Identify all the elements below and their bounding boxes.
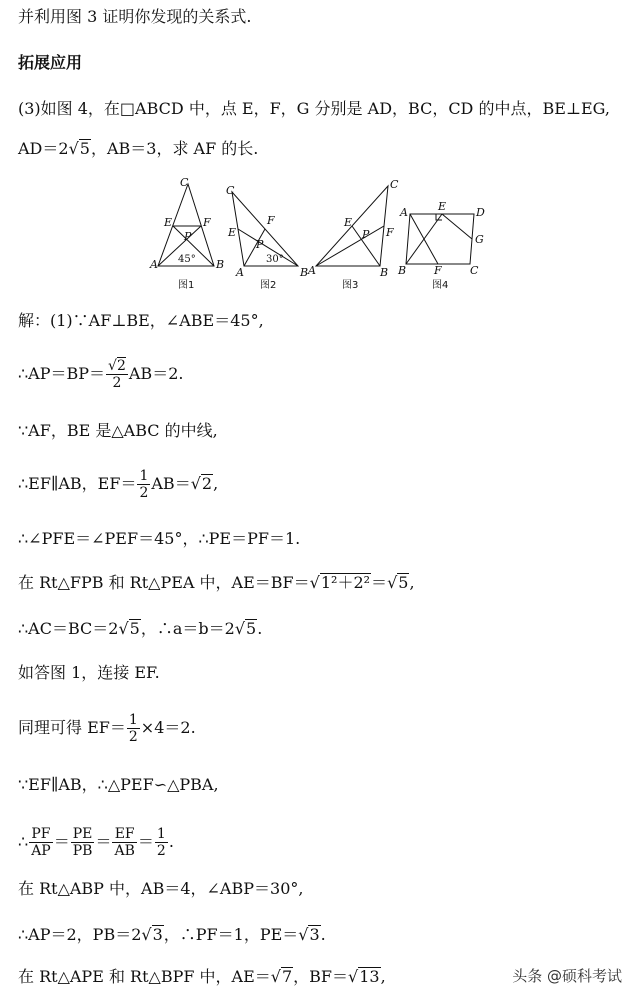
sqrt-3a: √3 (141, 925, 163, 944)
watermark: 头条 @硕科考试 (512, 967, 622, 985)
t11a: ∴AC＝BC＝2 (18, 619, 119, 638)
t8d: , (213, 474, 219, 493)
fig4-label-d: D (476, 206, 485, 219)
t18c: ，BF＝ (293, 967, 349, 986)
text-line-5: 解：(1)∵AF⊥BE，∠ABE＝45°, (18, 311, 264, 330)
sqrt-5: √5 (387, 573, 409, 592)
text-line-6 (18, 358, 183, 391)
text-line-7: ∵AF，BE 是△ABC 的中线, (18, 421, 218, 440)
fig2-label-f: F (267, 214, 275, 227)
t6num: √2 (108, 358, 126, 374)
t10a: 在 Rt△FPB 和 Rt△PEA 中，AE＝BF＝ (18, 573, 310, 592)
fig1-label-b: B (216, 258, 225, 271)
sqrt-2: √2 (190, 474, 213, 493)
t18a: 在 Rt△APE 和 Rt△BPF 中，AE＝ (18, 967, 271, 986)
fig4-label-b: B (398, 264, 407, 277)
fig4-eg (442, 214, 472, 239)
t8b: AB＝ (151, 474, 191, 493)
fig3-af (316, 226, 384, 266)
fig3-label-b: B (380, 266, 389, 279)
frac-half (137, 468, 150, 501)
t10d: , (409, 573, 415, 592)
frac-one-two: $\frac{1}{2}$ (156, 826, 166, 859)
t6den: 2 (112, 375, 122, 391)
text-line-17 (18, 924, 326, 946)
text-line-8 (18, 468, 218, 501)
t17a: ∴AP＝2，PB＝2 (18, 925, 142, 944)
fig1-label-e: E (164, 216, 173, 229)
fig1-label-a: A (150, 258, 158, 271)
fig1-angle: 45° (178, 254, 196, 265)
fig2-label-a: A (236, 266, 244, 279)
text-line-11 (18, 618, 262, 640)
sqrt-symbol: √5 (68, 139, 90, 158)
fig2-label-e: E (228, 226, 237, 239)
fig3-label-f: F (386, 226, 394, 239)
section-heading: 拓展应用 (18, 53, 83, 72)
sqrt-7: √7 (270, 967, 293, 986)
fig4-caption: 图4 (432, 280, 449, 291)
fig4-label-c: C (470, 264, 479, 277)
text-line-16: 在 Rt△ABP 中，AB＝4，∠ABP＝30°, (18, 879, 304, 898)
t8den: 2 (139, 485, 149, 501)
figures-svg (148, 176, 498, 296)
text-line-9: ∴∠PFE＝∠PEF＝45°，∴PE＝PF＝1. (18, 529, 301, 548)
frac-pe-pb: $\frac{PE}{PB}$ (72, 826, 93, 859)
fig4-label-a: A (400, 206, 408, 219)
text-line-10 (18, 572, 415, 594)
frac-ef-ab: $\frac{EF}{AB}$ (114, 826, 135, 859)
t4a: AD＝2 (18, 139, 69, 158)
frac-sqrt2-over-2 (106, 358, 128, 391)
fig1-label-c: C (180, 176, 189, 189)
text-line-1: 并利用图 3 证明你发现的关系式. (18, 7, 252, 26)
text-line-12: 如答图 1，连接 EF. (18, 663, 160, 682)
t10b: ＝ (371, 573, 388, 592)
t8num: 1 (139, 468, 149, 484)
t11c: ，∴a＝b＝2 (140, 619, 235, 638)
text-line-3: (3)如图 4，在□ABCD 中，点 E，F，G 分别是 AD，BC，CD 的中点，BE⊥EG, (18, 99, 610, 118)
sqrt-13: √13 (348, 967, 380, 986)
figures-row (148, 176, 498, 296)
fig4-af (410, 214, 438, 264)
t8a: ∴EF∥AB，EF＝ (18, 474, 137, 493)
fig4-label-g: G (475, 233, 484, 246)
fig3-caption: 图3 (342, 280, 359, 291)
fig1-label-f: F (203, 216, 211, 229)
sqrt-sum: √1²＋2² (309, 573, 371, 592)
t6a: ∴AP＝BP＝ (18, 364, 106, 383)
fig2-label-b: B (300, 266, 309, 279)
frac-half-2: $\frac{1}{2}$ (128, 712, 138, 745)
t6b: AB＝2. (128, 364, 184, 383)
fig1-label-p: P (184, 230, 192, 243)
fig2-angle: 30° (266, 254, 284, 265)
text-line-18 (18, 966, 386, 988)
t11e: . (257, 619, 263, 638)
t15a: ∴ (18, 832, 29, 851)
sqrt-5c: √5 (234, 619, 257, 638)
t15eq3: ＝ (137, 832, 154, 851)
t17e: . (320, 925, 326, 944)
text-line-15 (18, 826, 174, 859)
text-line-13 (18, 712, 196, 745)
fig3-label-c: C (390, 178, 399, 191)
fig2-label-p: P (256, 238, 264, 251)
sqrt-5b: √5 (118, 619, 140, 638)
t15eq2: ＝ (95, 832, 112, 851)
t15end: . (168, 832, 174, 851)
t4b: 5 (79, 139, 90, 158)
t13b: ×4＝2. (140, 718, 196, 737)
fig2-caption: 图2 (260, 280, 277, 291)
fig3-label-e: E (344, 216, 353, 229)
fig4-label-e: E (438, 200, 447, 213)
sqrt-3b: √3 (298, 925, 320, 944)
t4c: ，AB＝3，求 AF 的长. (90, 139, 259, 158)
fig3-label-a: A (308, 264, 316, 277)
t17c: ，∴PF＝1，PE＝ (163, 925, 299, 944)
fig4-parallelogram (406, 214, 474, 264)
fig4-label-f: F (434, 264, 442, 277)
fig1-caption: 图1 (178, 280, 195, 291)
frac-pf-ap: $\frac{PF}{AP}$ (31, 826, 51, 859)
t15eq1: ＝ (53, 832, 70, 851)
t13a: 同理可得 EF＝ (18, 718, 126, 737)
text-line-14: ∵EF∥AB，∴△PEF∽△PBA, (18, 775, 219, 794)
fig3-label-p: P (362, 228, 370, 241)
fig2-label-c: C (226, 184, 235, 197)
t18e: , (380, 967, 386, 986)
text-line-4 (18, 138, 258, 160)
